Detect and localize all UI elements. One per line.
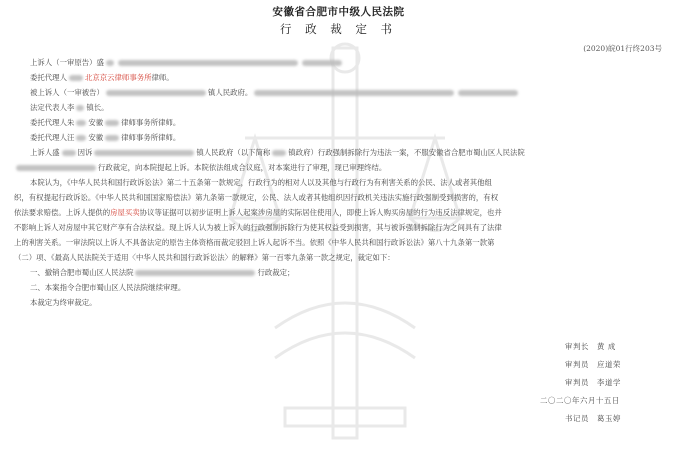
redaction <box>69 75 83 81</box>
signature-name: 黄 成 <box>596 342 616 351</box>
redaction <box>272 150 286 156</box>
agent2-line <box>30 118 180 128</box>
signature-role: 审判长 <box>565 342 589 351</box>
redaction <box>94 150 194 156</box>
redaction <box>106 90 206 96</box>
ruling-item-1 <box>30 268 294 278</box>
case-origin-line-1 <box>30 148 525 158</box>
judge-1 <box>565 359 621 370</box>
legal-rep-line <box>30 103 109 113</box>
agent2-mid: 安徽 <box>88 118 104 127</box>
signature-role: 审判员 <box>565 360 589 369</box>
reasoning-line-2: 织，有权提起行政诉讼。《中华人民共和国国家赔偿法》第九条第一款规定，公民、法人或者其他组织因行政机关违法实施行政强制受到损害的，有权 <box>14 193 499 202</box>
reasoning-line-3 <box>14 208 502 218</box>
case-origin-text: 上诉人盛 <box>30 148 60 157</box>
agent3-line <box>30 133 180 143</box>
ruling-date: 二〇二〇年六月十五日 <box>540 396 620 405</box>
redaction <box>106 60 114 66</box>
case-origin-text: 镇人民政府（以下简称 <box>196 148 271 157</box>
agent1-firm: 北京京云律师事务所 <box>84 73 152 82</box>
signature-name: 李道学 <box>596 378 621 387</box>
case-origin-text: 行政裁定，向本院提起上诉。本院依法组成合议庭，对本案进行了审理，现已审理终结。 <box>98 163 387 172</box>
agent2-suffix: 律师事务所律师。 <box>121 118 181 127</box>
appellee-suffix: 镇人民政府。 <box>207 88 253 97</box>
redaction <box>135 270 255 276</box>
agent3-label: 委托代理人汪 <box>30 133 75 142</box>
highlighted-term: 房屋买卖 <box>110 208 140 217</box>
ruling-text: 行政裁定； <box>257 268 295 277</box>
clerk <box>565 413 621 424</box>
ruling-final: 本裁定为终审裁定。 <box>30 298 97 307</box>
redaction <box>76 120 86 126</box>
agent3-mid: 安徽 <box>88 133 104 142</box>
legal-rep-suffix: 镇长。 <box>86 103 109 112</box>
redaction <box>458 90 518 96</box>
appellee-line <box>30 88 520 98</box>
document-title: 行 政 裁 定 书 <box>279 22 398 36</box>
presiding-judge <box>565 341 616 352</box>
case-origin-text: 镇政府）行政强制拆除行为违法一案，不服安徽省合肥市蜀山区人民法院 <box>288 148 525 157</box>
redaction <box>76 105 84 111</box>
redaction <box>62 150 76 156</box>
agent1-label: 委托代理人 <box>30 73 67 82</box>
signature-name: 应道荣 <box>596 360 621 369</box>
court-name: 安徽省合肥市中级人民法院 <box>272 6 405 18</box>
agent3-suffix: 律师事务所律师。 <box>121 133 181 142</box>
ruling-item-2: 二、本案指令合肥市蜀山区人民法院继续审理。 <box>30 283 186 292</box>
signature-role: 书记员 <box>565 414 589 423</box>
reasoning-line-1: 本院认为，《中华人民共和国行政诉讼法》第二十五条第一款规定，行政行为的相对人以及其他与行政行为有利害关系的公民、法人或者其他组 <box>30 178 492 187</box>
reasoning-line-5: 上的利害关系。一审法院以上诉人不具备法定的原告主体资格而裁定驳回上诉人起诉不当。依照《中华人民共和国行政诉讼法》第八十九条第一款第 <box>14 238 495 247</box>
reasoning-line-4: 不影响上诉人对房屋中其它财产享有合法权益。现上诉人认为被上诉人的行政强制拆除行为使其权益受到损害，其与被诉强制拆除行为之间具有了法律 <box>14 223 502 232</box>
case-number: (2020)皖01行终203号 <box>583 44 662 53</box>
redaction <box>254 90 454 96</box>
agent2-label: 委托代理人朱 <box>30 118 75 127</box>
appellant-label: 上诉人（一审原告）盛 <box>30 58 104 67</box>
appellant-line <box>30 58 344 68</box>
redaction <box>16 165 96 171</box>
redaction <box>105 135 119 141</box>
agent1-line <box>30 73 174 83</box>
signature-role: 审判员 <box>565 378 589 387</box>
agent1-suffix: 律师。 <box>151 73 174 82</box>
legal-rep-label: 法定代表人李 <box>30 103 75 112</box>
reasoning-text: 协议等证据可以初步证明上诉人起案涉房屋的实际居住使用人，即使上诉人购买房屋的行为违反法律规定，也并 <box>139 208 502 217</box>
ruling-text: 一、撤销合肥市蜀山区人民法院 <box>30 268 134 277</box>
redaction <box>118 60 298 66</box>
redaction <box>105 120 119 126</box>
redaction <box>302 60 342 66</box>
signature-name: 葛玉婷 <box>596 414 621 423</box>
judge-2 <box>565 377 621 388</box>
reasoning-text: 依法要求赔偿。上诉人提供的 <box>14 208 111 217</box>
case-origin-text: 因诉 <box>77 148 93 157</box>
case-origin-line-2 <box>14 163 386 173</box>
redaction <box>76 135 86 141</box>
appellee-label: 被上诉人（一审被告） <box>30 88 104 97</box>
reasoning-line-6: （二）项、《最高人民法院关于适用〈中华人民共和国行政诉讼法〉的解释》第一百零九条第一款之规定，裁定如下： <box>14 253 395 262</box>
